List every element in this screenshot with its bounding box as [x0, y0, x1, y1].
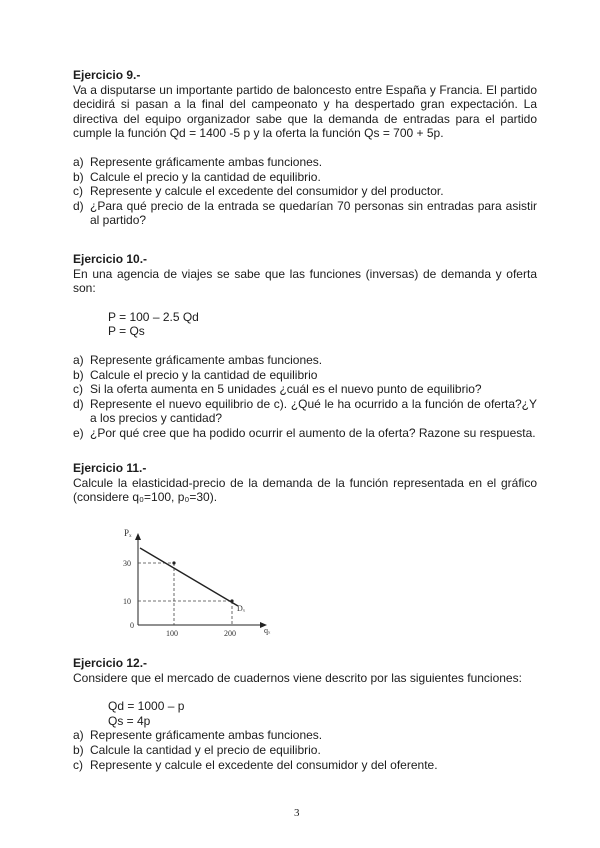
- exercise-9-statement: Va a disputarse un importante partido de baloncesto entre España y Francia. El partido decidirá si pasan a la final del campeonato y ha despertado gran expectación. La directiva del equipo organizador sabe que la demanda de entradas para el partido cumple la función Qd = 1400 -5 p y la oferta la función Qs = 700 + 5p.: [73, 82, 537, 141]
- item-label: b): [73, 742, 84, 757]
- exercise-11-statement: Calcule la elasticidad-precio de la demanda de la función representada en el gráfico (considere q₀=100, p₀=30).: [73, 475, 537, 505]
- item-text: Calcule el precio y la cantidad de equilibrio: [90, 367, 318, 382]
- item-label: b): [73, 169, 84, 184]
- item-label: d): [73, 396, 84, 411]
- item-label: c): [73, 184, 83, 199]
- exercise-9-item-d: [73, 199, 537, 228]
- x-axis-label: qₓ: [264, 626, 271, 635]
- point-b: [230, 599, 233, 602]
- exercise-9-title: Ejercicio 9.-: [73, 68, 141, 82]
- exercise-12-item-c: [73, 758, 537, 773]
- exercise-12: [73, 656, 537, 772]
- exercise-10-item-d: [73, 397, 537, 426]
- item-text: Calcule la cantidad y el precio de equilibrio.: [90, 742, 321, 757]
- exercise-12-item-b: [73, 743, 537, 758]
- point-a: [172, 561, 175, 564]
- item-label: c): [73, 757, 83, 772]
- exercise-10-equations: [73, 310, 537, 339]
- y-axis-label: Pₓ: [124, 528, 132, 538]
- demand-graph: [114, 520, 274, 638]
- curve-label: Dₓ: [237, 604, 246, 613]
- exercise-10-item-a: [73, 353, 537, 368]
- item-text: Represente gráficamente ambas funciones.: [90, 352, 323, 367]
- item-text: Calcule el precio y la cantidad de equilibrio.: [90, 169, 321, 184]
- item-label: a): [73, 728, 84, 743]
- page-number: 3: [294, 807, 300, 819]
- origin-label: 0: [130, 621, 134, 630]
- exercise-12-title: Ejercicio 12.-: [73, 656, 148, 670]
- item-text: Represente el nuevo equilibrio de c). ¿Qué le ha ocurrido a la función de oferta?¿Y a los precios y cantidad?: [90, 396, 537, 426]
- item-label: b): [73, 367, 84, 382]
- item-label: a): [73, 154, 84, 169]
- y-axis-arrow-icon: [135, 533, 141, 540]
- exercise-12-statement: Considere que el mercado de cuadernos viene descrito por las siguientes funciones:: [73, 670, 522, 685]
- item-label: e): [73, 425, 84, 440]
- y-tick-10: 10: [123, 597, 131, 606]
- exercise-11-title: Ejercicio 11.-: [73, 461, 147, 475]
- item-label: d): [73, 198, 84, 213]
- exercise-10-statement: En una agencia de viajes se sabe que las funciones (inversas) de demanda y oferta son:: [73, 266, 537, 296]
- exercise-10-item-b: [73, 368, 537, 383]
- exercise-12-questions: [73, 728, 537, 772]
- equation: P = 100 – 2.5 Qd: [108, 309, 199, 324]
- equation: Qs = 4p: [108, 713, 151, 728]
- exercise-12-equations: [73, 699, 537, 728]
- exercise-9-item-c: [73, 184, 537, 199]
- item-text: Represente gráficamente ambas funciones.: [90, 728, 323, 743]
- item-label: c): [73, 382, 83, 397]
- x-tick-200: 200: [224, 629, 236, 638]
- y-tick-30: 30: [123, 559, 131, 568]
- exercise-9: [73, 68, 537, 228]
- exercise-9-item-a: [73, 155, 537, 170]
- item-text: Represente y calcule el excedente del consumidor y del productor.: [90, 184, 444, 199]
- equation: P = Qs: [108, 324, 145, 339]
- item-text: Represente y calcule el excedente del consumidor y del oferente.: [90, 757, 438, 772]
- exercise-10: [73, 252, 537, 441]
- item-text: Represente gráficamente ambas funciones.: [90, 154, 323, 169]
- x-tick-100: 100: [166, 629, 178, 638]
- item-label: a): [73, 352, 84, 367]
- equation: Qd = 1000 – p: [108, 699, 185, 714]
- exercise-10-title: Ejercicio 10.-: [73, 252, 148, 266]
- demand-line: [140, 548, 238, 606]
- exercise-10-item-e: [73, 426, 537, 441]
- exercise-12-item-a: [73, 728, 537, 743]
- item-text: ¿Por qué cree que ha podido ocurrir el aumento de la oferta? Razone su respuesta.: [90, 425, 536, 440]
- exercise-9-questions: [73, 155, 537, 228]
- exercise-10-questions: [73, 353, 537, 441]
- exercise-11: [73, 461, 537, 505]
- item-text: Si la oferta aumenta en 5 unidades ¿cuál es el nuevo punto de equilibrio?: [90, 382, 482, 397]
- exercise-9-item-b: [73, 170, 537, 185]
- exercise-10-item-c: [73, 382, 537, 397]
- item-text: ¿Para qué precio de la entrada se quedarían 70 personas sin entradas para asistir al partido?: [90, 198, 537, 228]
